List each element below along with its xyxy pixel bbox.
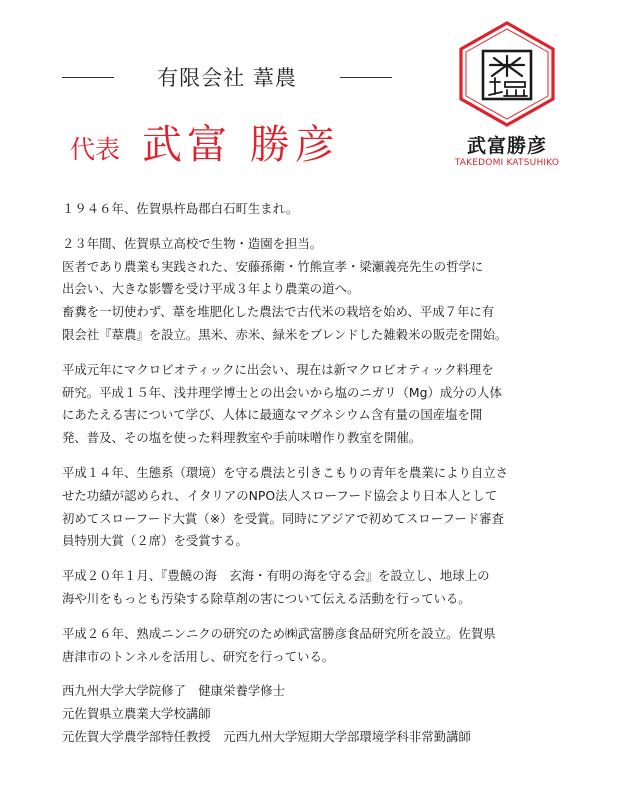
dash-left bbox=[62, 77, 114, 78]
bio-line: せた功績が認められ、イタリアのNPO法人スローフード協会より日本人として bbox=[62, 487, 498, 503]
bio-line: 限会社『葦農』を設立。黒米、赤米、緑米をブレンドした雑穀米の販売を開始。 bbox=[62, 326, 508, 342]
company-line bbox=[62, 62, 392, 92]
bio-paragraph-sea bbox=[62, 565, 582, 611]
bio-line: 医者であり農業も実践された、安藤孫衛・竹熊宣孝・梁瀬義亮先生の哲学に bbox=[62, 258, 484, 274]
bio-paragraph-garlic bbox=[62, 623, 582, 669]
bio-line: 西九州大学大学院修了 健康栄養学修士 bbox=[62, 683, 286, 699]
logo bbox=[452, 20, 562, 180]
logo-romanized-name: TAKEDOMI KATSUHIKO bbox=[454, 158, 560, 168]
bio-paragraph-credentials bbox=[62, 680, 582, 748]
bio-line: １９４６年、佐賀県杵島郡白石町生まれ。 bbox=[62, 201, 299, 216]
bio-line: 平成１４年、生態系（環境）を守る農法と引きこもりの青年を農業により自立さ bbox=[62, 464, 509, 480]
biography bbox=[62, 198, 582, 761]
representative-name: 武富 勝彦 bbox=[142, 122, 340, 168]
profile-header bbox=[0, 0, 640, 190]
bio-line: ２３年間、佐賀県立高校で生物・造園を担当。 bbox=[62, 235, 323, 251]
dash-right bbox=[340, 77, 392, 78]
bio-line: 元佐賀県立農業大学校講師 bbox=[62, 706, 211, 722]
bio-line: 海や川をもっとも汚染する除草剤の害について伝える活動を行っている。 bbox=[62, 590, 471, 606]
bio-line: 唐津市のトンネルを活用し、研究を行っている。 bbox=[62, 648, 335, 664]
bio-line: 員特別大賞（２席）を受賞する。 bbox=[62, 533, 248, 549]
bio-line: 平成２６年、熟成ニンニクの研究のため㈱武富勝彦食品研究所を設立。佐賀県 bbox=[62, 625, 496, 641]
bio-line: 出会い、大きな影響を受け平成３年より農業の道へ。 bbox=[62, 281, 360, 297]
representative-title: 代表 bbox=[70, 135, 121, 164]
bio-line: 平成２０年１月、『豊饒の海 玄海・有明の海を守る会』を設立し、地球上の bbox=[62, 568, 490, 584]
bio-paragraph-slow-food bbox=[62, 462, 582, 553]
representative-line bbox=[70, 113, 340, 170]
bio-paragraph-career bbox=[62, 233, 582, 347]
bio-line: にあたえる害について学び、人体に最適なマグネシウム含有量の国産塩を開 bbox=[62, 407, 483, 423]
bio-line: 研究。平成１５年、浅井理学博士との出会いから塩のニガリ（Mg）成分の人体 bbox=[62, 384, 502, 400]
bio-line: 畜糞を一切使わず、葦を堆肥化した農法で古代米の栽培を始め、平成７年に有 bbox=[62, 304, 495, 320]
bio-line: 初めてスローフード大賞（※）を受賞。同時にアジアで初めてスローフード審査 bbox=[62, 510, 504, 526]
bio-line: 平成元年にマクロビオティックに出会い、現在は新マクロビオティック料理を bbox=[62, 361, 494, 377]
logo-name: 武富勝彦 bbox=[466, 135, 547, 157]
logo-seal-icon bbox=[452, 20, 562, 128]
bio-paragraph-macrobiotic bbox=[62, 359, 582, 450]
bio-paragraph-birth bbox=[62, 198, 582, 221]
bio-line: 元佐賀大学農学部特任教授 元西九州大学短期大学部環境学科非常勤講師 bbox=[62, 728, 471, 744]
bio-line: 発、普及、その塩を使った料理教室や手前味噌作り教室を開催。 bbox=[62, 430, 422, 446]
company-name: 有限会社 葦農 bbox=[157, 66, 297, 90]
